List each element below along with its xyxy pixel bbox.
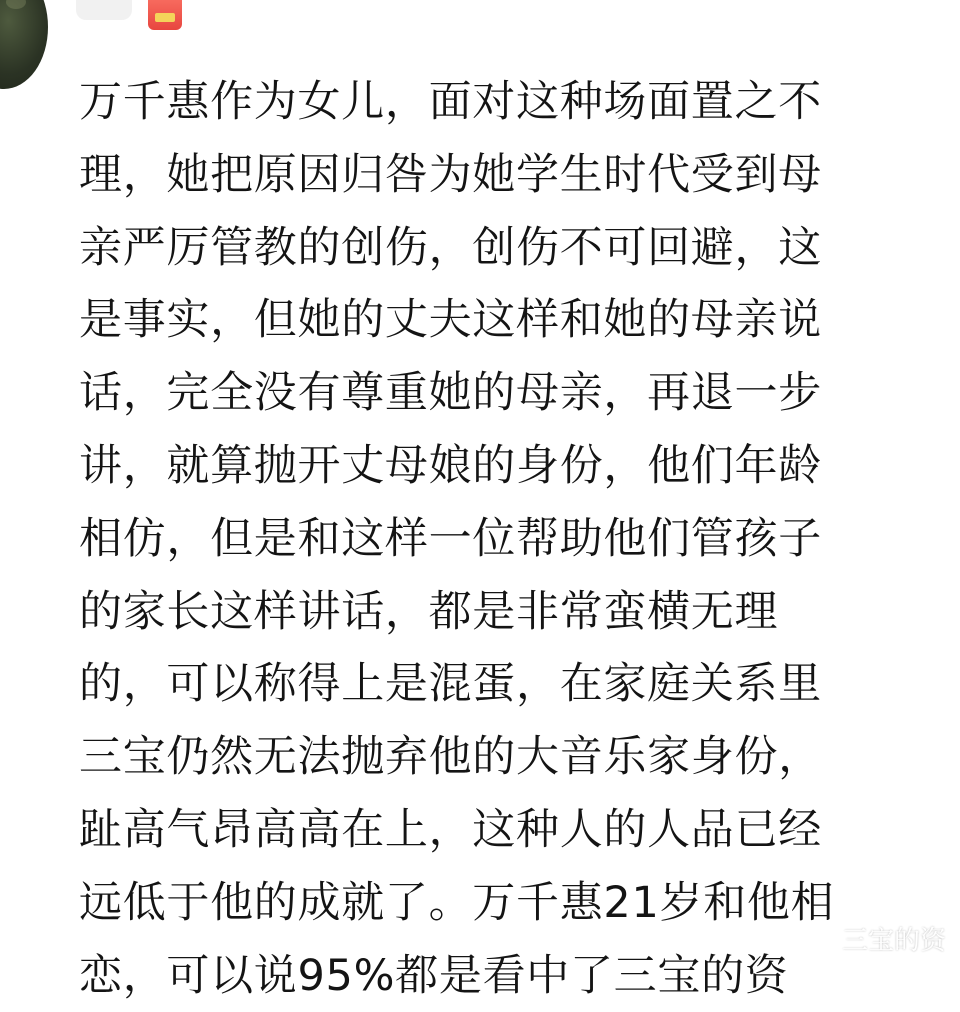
vip-badge-icon	[148, 0, 182, 30]
comment-line: 亲严厉管教的创伤，创伤不可回避，这	[79, 222, 822, 273]
comment-line: 讲，就算抛开丈母娘的身份，他们年龄	[79, 440, 822, 491]
comment-line: 是事实，但她的丈夫这样和她的母亲说	[79, 295, 822, 346]
comment-line: 的，可以称得上是混蛋，在家庭关系里	[79, 659, 822, 710]
comment-text	[79, 66, 924, 1012]
comment-line: 趾高气昂高高在上，这种人的人品已经	[79, 804, 822, 855]
comment-line: 恋，可以说95%都是看中了三宝的资	[79, 950, 789, 1001]
comment-line: 三宝仍然无法抛弃他的大音乐家身份，	[79, 732, 822, 783]
watermark: 三宝的资	[841, 926, 946, 956]
comment-line: 的家长这样讲话，都是非常蛮横无理	[79, 586, 779, 637]
comment-line: 理，她把原因归咎为她学生时代受到母	[79, 149, 822, 200]
avatar[interactable]	[0, 0, 48, 89]
comment-line: 相仿，但是和这样一位帮助他们管孩子	[79, 513, 822, 564]
comment-line: 远低于他的成就了。万千惠21岁和他相	[79, 877, 835, 928]
user-badge	[76, 0, 132, 20]
comment-line: 万千惠作为女儿，面对这种场面置之不	[79, 77, 822, 127]
comment-line: 话，完全没有尊重她的母亲，再退一步	[79, 368, 822, 419]
